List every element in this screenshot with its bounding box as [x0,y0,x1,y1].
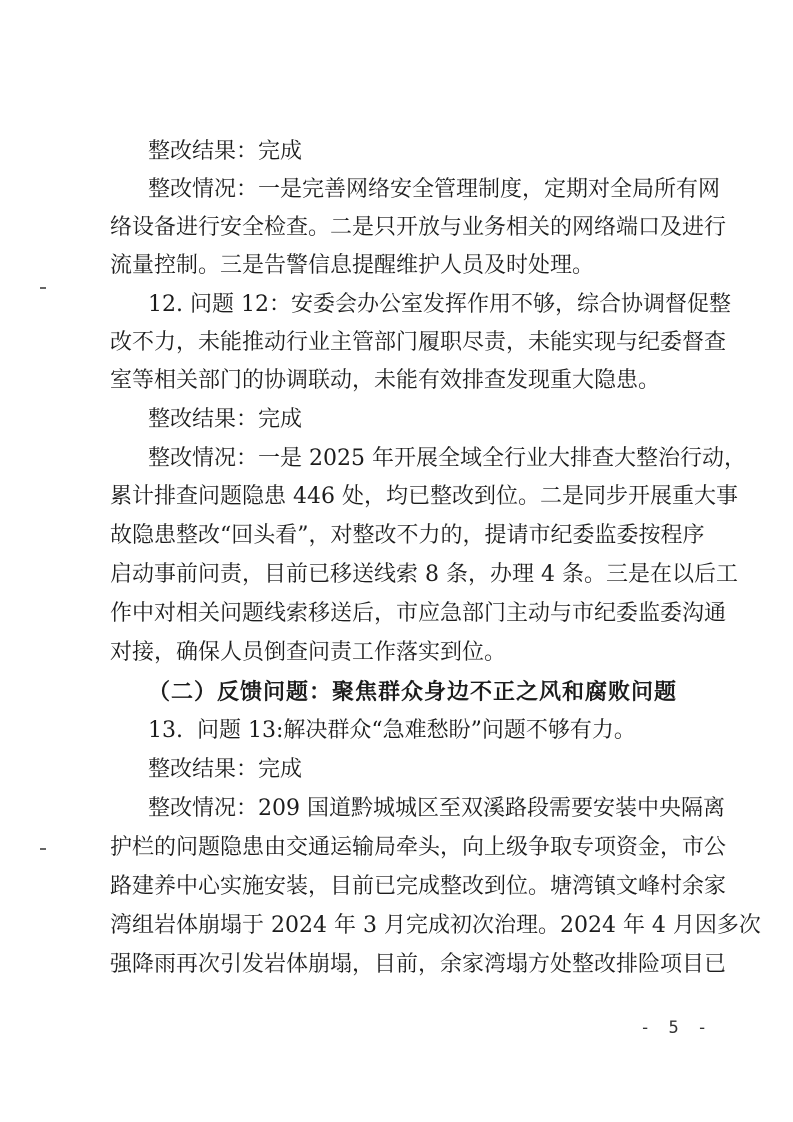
paragraph-line: 流量控制。三是告警信息提醒维护人员及时处理。 [110,253,595,278]
paragraph-line: 整改情况：209 国道黔城城区至双溪路段需要安装中央隔离 [148,796,725,821]
section-heading: （二）反馈问题：聚焦群众身边不正之风和腐败问题 [148,679,678,705]
paragraph-line: 整改结果：完成 [148,407,303,432]
paragraph-line: 累计排查问题隐患 446 处，均已整改到位。二是同步开展重大事 [110,484,738,509]
paragraph-line: 12. 问题 12：安委会办公室发挥作用不够，综合协调督促整 [148,292,731,317]
scan-mark [40,287,46,289]
paragraph-line: 路建养中心实施安装，目前已完成整改到位。塘湾镇文峰村余家 [110,874,727,899]
paragraph-line: 13. 问题 13:解决群众“急难愁盼”问题不够有力。 [148,718,636,743]
paragraph-line: 作中对相关问题线索移送后，市应急部门主动与市纪委监委沟通 [110,601,727,626]
paragraph-line: 启动事前问责，目前已移送线索 8 条，办理 4 条。三是在以后工 [110,562,738,587]
scan-mark [40,848,46,850]
paragraph-line: 络设备进行安全检查。二是只开放与业务相关的网络端口及进行 [110,215,727,240]
paragraph-line: 整改情况：一是完善网络安全管理制度，定期对全局所有网 [148,177,721,202]
page-number: - 5 - [640,1018,712,1038]
paragraph-line: 整改情况：一是 2025 年开展全域全行业大排查大整治行动， [148,446,746,471]
paragraph-line: 护栏的问题隐患由交通运输局牵头，向上级争取专项资金，市公 [110,835,727,860]
paragraph-line: 湾组岩体崩塌于 2024 年 3 月完成初次治理。2024 年 4 月因多次 [110,913,761,938]
paragraph-line: 对接，确保人员倒查问责工作落实到位。 [110,640,507,665]
paragraph-line: 故隐患整改“回头看”，对整改不力的，提请市纪委监委按程序 [110,523,705,548]
paragraph-line: 强降雨再次引发岩体崩塌，目前，余家湾塌方处整改排险项目已 [110,952,727,977]
paragraph-line: 整改结果：完成 [148,139,303,164]
paragraph-line: 室等相关部门的协调联动，未能有效排查发现重大隐患。 [110,368,661,393]
paragraph-line: 整改结果：完成 [148,757,303,782]
paragraph-line: 改不力，未能推动行业主管部门履职尽责，未能实现与纪委督查 [110,330,727,355]
